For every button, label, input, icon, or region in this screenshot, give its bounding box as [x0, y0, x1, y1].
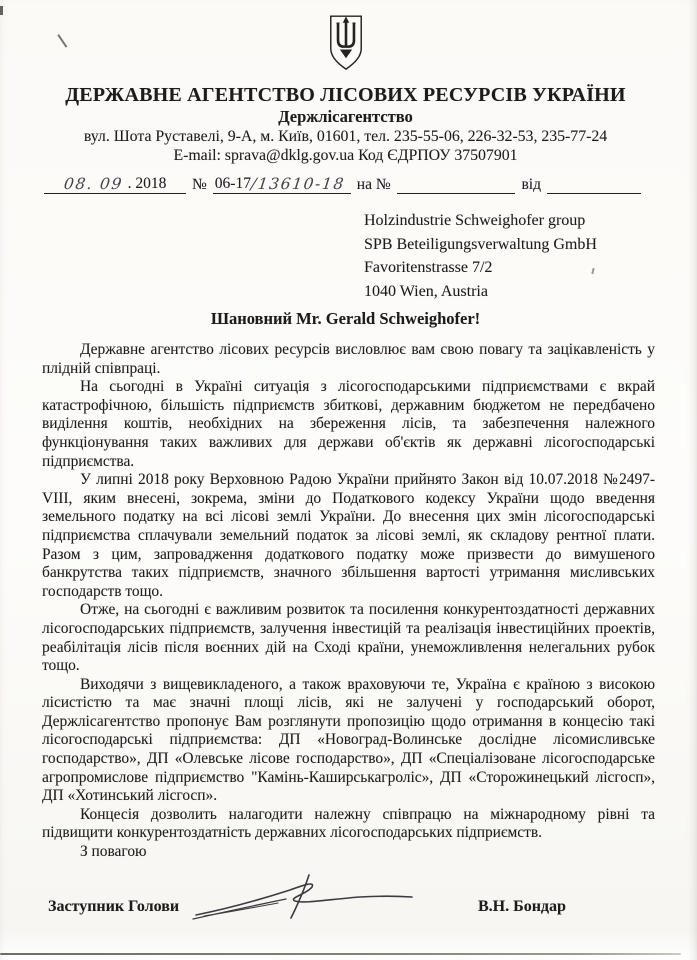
handwritten-date: 08. 09 [62, 175, 124, 193]
from-label: від [521, 176, 541, 193]
outgoing-number-field [213, 170, 351, 194]
in-reply-number-field [397, 170, 516, 194]
handwritten-signature-icon [190, 872, 418, 930]
body-paragraph: У липні 2018 року Верховною Радою України прийнято Закон від 10.07.2018 №2497-VIII, яким внесені, зокрема, зміни до Податкового кодексу України щодо введення земельного податку на всі лісові землі України. До внесення цих змін лісогосподарські підприємства сплачували земельний податок за лісові землі, як складову рентної плати. Разом з цим, запровадження додаткового податку може призвести до вимушеного банкрутства таких підприємств, значного збільшення вартості утримання мисливських господарств тощо. [42, 471, 655, 600]
handwritten-number: /13610-18 [249, 175, 346, 193]
agency-email-line: E-mail: sprava@dklg.gov.ua Код ЄДРПОУ 37507901 [173, 147, 518, 164]
in-reply-label: на № [356, 176, 391, 193]
date-field [44, 170, 186, 194]
printed-number: 06-17 [214, 175, 251, 192]
valediction: З повагою [80, 843, 147, 861]
signature-block [42, 868, 655, 930]
body-paragraph: Державне агентство лісових ресурсів висловлює вам свою повагу та зацікавленість у плідній співпраці. [42, 341, 655, 377]
salutation: Шановний Mr. Gerald Schweighofer! [210, 309, 481, 328]
recipient-line: Favoritenstrasse 7/2 [364, 259, 493, 276]
recipient-line: Holzindustrie Schweighofer group [364, 212, 586, 229]
printed-year: . 2018 [127, 175, 167, 192]
letterhead [0, 14, 691, 165]
agency-address: вул. Шота Руставелі, 9-А, м. Київ, 01601, тел. 235-55-06, 226-32-53, 235-77-24 [83, 128, 608, 145]
scan-edge-line [0, 953, 681, 955]
body-paragraph: На сьогодні в Україні ситуація з лісогосподарськими підприємствами є вкрай катастрофічною, більшість підприємств збиткові, державним бюджетом не передбачено виділення коштів, необхідних на збереження лісів, та забезпечення належного функціонування таких важливих для держави об'єктів як державні лісогосподарські підприємства. [42, 378, 655, 470]
body-paragraph: Отже, на сьогодні є важливим розвиток та посилення конкурентоздатності державних лісогосподарських підприємств, залучення інвестицій та реалізація інвестиційних проектів, реабілітація лісів після воєнних дій на Сході країни, унеможливлення нелегальних рубок тощо. [42, 601, 655, 675]
body-paragraph: Концесія дозволить налагодити належну співпрацю на міжнародному рівні та підвищити конкурентоздатність державних лісогосподарських підприємств. [42, 805, 655, 842]
reference-line [44, 171, 641, 194]
letter-body [42, 341, 655, 930]
recipient-address-block [364, 209, 597, 303]
agency-short-name: Держлісагентство [278, 107, 413, 126]
signer-title: Заступник Голови [48, 897, 180, 915]
ukraine-trident-icon [324, 14, 368, 77]
signer-name: В.Н. Бондар [478, 897, 566, 915]
from-date-field [547, 170, 641, 194]
recipient-line: 1040 Wien, Austria [364, 282, 488, 300]
recipient-line: SPB Beteiligungsverwaltung GmbH [364, 235, 597, 253]
body-paragraph: Виходячи з вищевикладеного, а також враховуючи те, Україна є країною з високою лісистістю та має значні площі лісів, які не залучені у господарський оборот, Держлісагентство пропонує Вам розглянути пропозицію щодо отримання в концесію такі лісогосподарські підприємства: ДП «Новоград-Волинське дослідне лісомисливське господарство», ДП «Олевське лісове господарство», ДП «Спеціалізоване лісогосподарське агропромислове підприємство "Камінь-Каширськагроліс», ДП «Сторожинецький лісгосп», ДП «Хотинський лісгосп». [42, 675, 655, 805]
agency-name: ДЕРЖАВНЕ АГЕНТСТВО ЛІСОВИХ РЕСУРСІВ УКРАЇНИ [65, 84, 626, 106]
number-sign: № [192, 176, 207, 193]
